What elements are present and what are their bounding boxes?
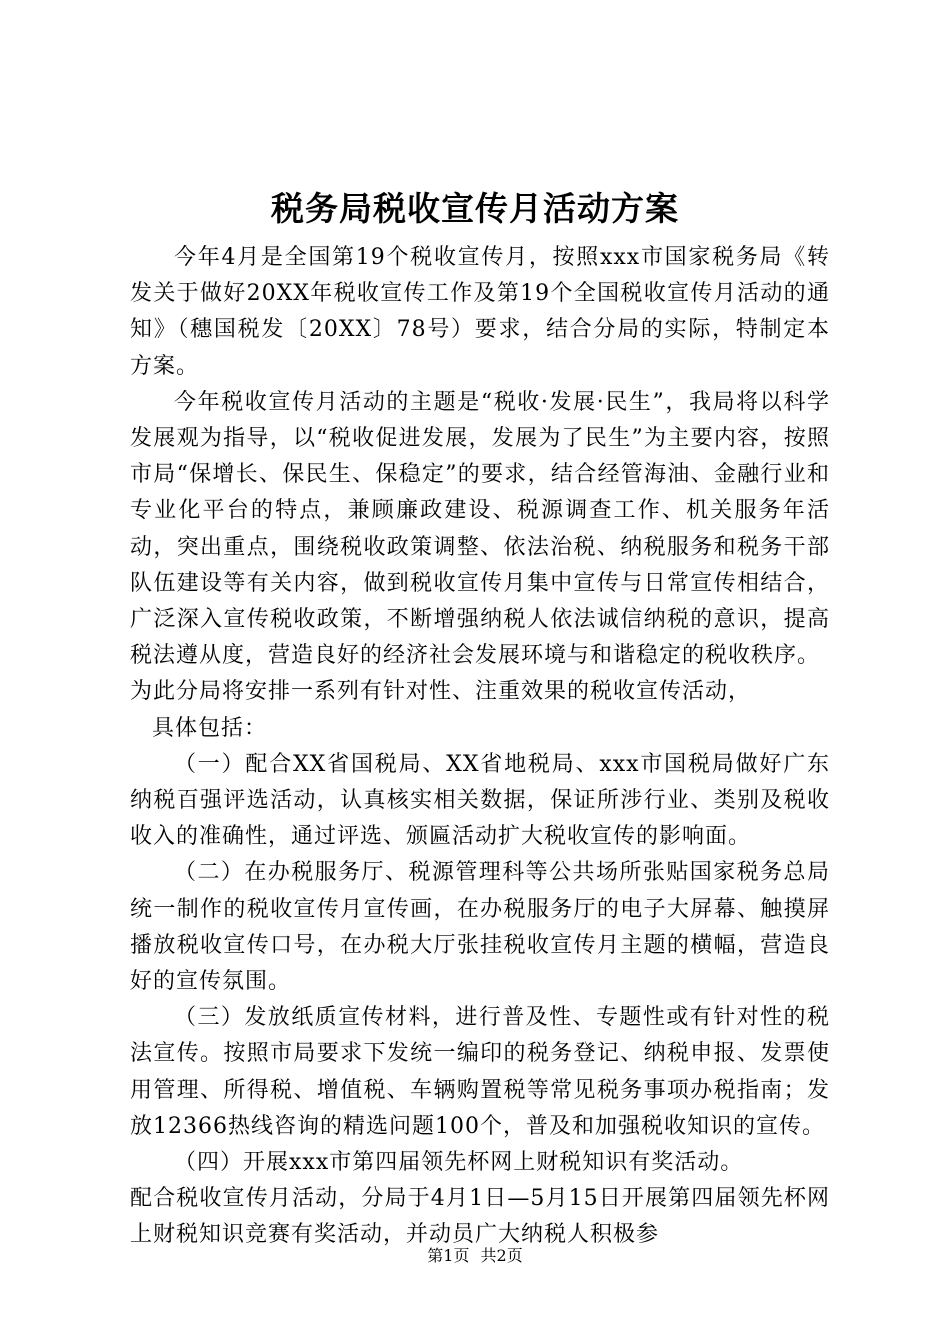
document-title: 税务局税收宣传月活动方案 — [271, 189, 679, 228]
paragraph-item-3: （三）发放纸质宣传材料，进行普及性、专题性或有针对性的税法宣传。按照市局要求下发统一编印的税务登记、纳税申报、发票使用管理、所得税、增值税、车辆购置税等常见税务事项办税指南；发放12366热线咨询的精选问题100个，普及和加强税收知识的宣传。 — [130, 1005, 830, 1139]
page-footer — [0, 1244, 950, 1268]
paragraph-arrangement: 为此分局将安排一系列有针对性、注重效果的税收宣传活动， — [130, 679, 752, 705]
paragraph-item-1: （一）配合XX省国税局、XX省地税局、xxx市国税局做好广东纳税百强评选活动，认真核实相关数据，保证所涉行业、类别及税收收入的准确性，通过评选、颁匾活动扩大税收宣传的影响面。 — [130, 751, 830, 850]
paragraph-includes: 具体包括： — [152, 715, 268, 741]
paragraph-theme: 今年税收宣传月活动的主题是“税收·发展·民生”，我局将以科学发展观为指导，以“税收促进发展，发展为了民生”为主要内容，按照市局“保增长、保民生、保稳定”的要求，结合经管海油、金融行业和专业化平台的特点，兼顾廉政建设、税源调查工作、机关服务年活动，突出重点，围绕税收政策调整、依法治税、纳税服务和税务干部队伍建设等有关内容，做到税收宣传月集中宣传与日常宣传相结合，广泛深入宣传税收政策，不断增强纳税人依法诚信纳税的意识，提高税法遵从度，营造良好的经济社会发展环境与和谐稳定的税收秩序。 — [130, 389, 830, 669]
paragraph-item-4-detail: 配合税收宣传月活动，分局于4月1日—5月15日开展第四届领先杯网上财税知识竞赛有奖活动，并动员广大纳税人积极参 — [130, 1186, 830, 1248]
paragraph-item-2: （二）在办税服务厅、税源管理科等公共场所张贴国家税务总局统一制作的税收宣传月宣传画，在办税服务厅的电子大屏幕、触摸屏播放税收宣传口号，在办税大厅张挂税收宣传月主题的横幅，营造良好的宣传氛围。 — [130, 860, 830, 995]
paragraph-item-4: （四）开展xxx市第四届领先杯网上财税知识有奖活动。 — [174, 1150, 744, 1176]
page-total: 共2页 — [480, 1246, 523, 1265]
page-number: 第1页 — [427, 1246, 470, 1265]
document-body — [130, 240, 830, 1254]
paragraph-intro: 今年4月是全国第19个税收宣传月，按照xxx市国家税务局《转发关于做好20XX年税收宣传工作及第19个全国税收宣传月活动的通知》（穗国税发〔20XX〕78号）要求，结合分局的实际，特制定本方案。 — [130, 245, 830, 379]
